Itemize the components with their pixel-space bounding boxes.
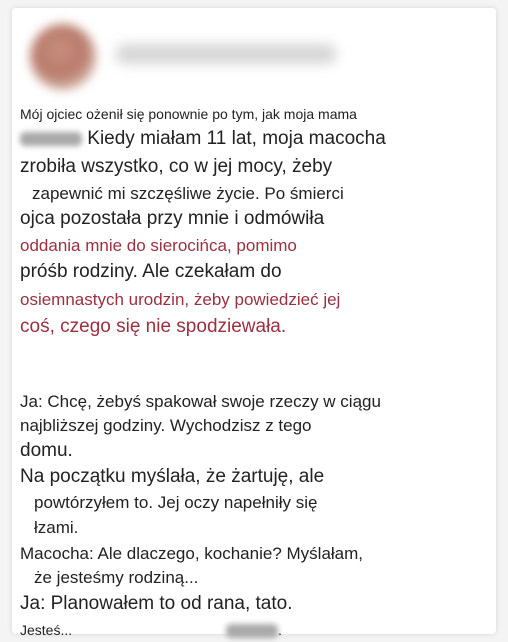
- post-line: Ja: Chcę, żebyś spakował swoje rzeczy w ciągu: [20, 392, 381, 411]
- avatar[interactable]: [30, 24, 96, 90]
- post-line-highlight: coś, czego się nie spodziewała.: [20, 316, 287, 337]
- post-line: Ja: Planowałem to od rana, tato.: [20, 593, 293, 614]
- post-line-highlight: osiemnastych urodzin, żeby powiedzieć jej: [20, 290, 341, 309]
- post-header: [30, 22, 470, 92]
- post-line: Macocha: Ale dlaczego, kochanie? Myślałam,: [20, 544, 364, 563]
- post-line: łzami.: [34, 518, 79, 537]
- post-line: że jesteśmy rodziną...: [34, 568, 199, 587]
- post-line: Mój ojciec ożenił się ponownie po tym, jak moja mama: [20, 106, 357, 122]
- redacted-word: [226, 624, 278, 638]
- post-line-highlight: oddania mnie do sierocińca, pomimo: [20, 236, 297, 255]
- post-line: próśb rodziny. Ale czekałam do: [20, 261, 282, 282]
- post-line: ojca pozostała przy mnie i odmówiła: [20, 208, 325, 229]
- post-line: powtórzyłem to. Jej oczy napełniły się: [34, 493, 318, 512]
- post-line: zrobiła wszystko, co w jej mocy, żeby: [20, 156, 333, 177]
- post-line: Kiedy miałam 11 lat, moja macocha: [20, 128, 386, 150]
- post-line: Na początku myślała, że żartuję, ale: [20, 466, 325, 487]
- username-blurred[interactable]: [116, 44, 336, 64]
- post-line-last: Jesteś... .: [20, 622, 282, 638]
- post-line: zapewnić mi szczęśliwe życie. Po śmierci: [32, 184, 344, 203]
- redacted-word: [20, 132, 82, 146]
- post-line: najbliższej godziny. Wychodzisz z tego: [20, 416, 312, 435]
- post-line: domu.: [20, 440, 73, 461]
